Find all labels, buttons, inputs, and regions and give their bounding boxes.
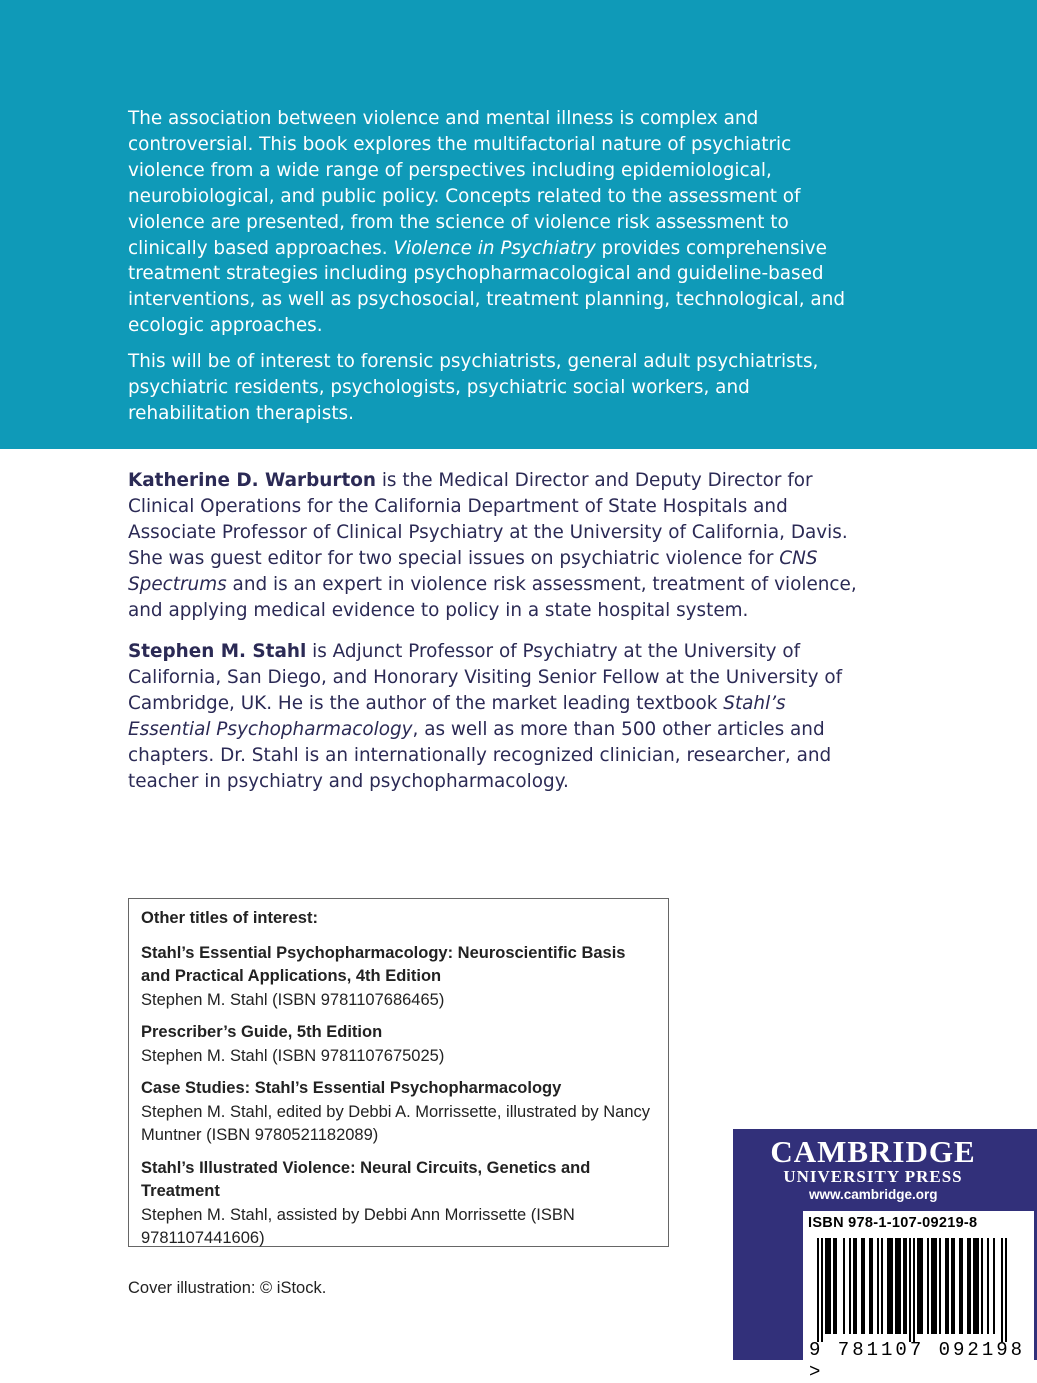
- barcode-bar: [835, 1238, 837, 1334]
- title-entry: Stahl’s Illustrated Violence: Neural Circuits, Genetics and Treatment Stephen M. Stahl, assisted by Debbi Ann Morrissette (ISBN 9781107441606): [141, 1158, 591, 1247]
- barcode-bar: [977, 1238, 979, 1334]
- barcode-bar: [947, 1238, 949, 1334]
- blurb-paragraph-1: The association between violence and mental illness is complex and controversial. This book explores the multifactorial nature of psychiatric violence from a wide range of perspectives including epidemiological, neurobiological, and public policy. Concepts related to the assessment of violence are presented, from the science of violence risk assessment to clinically based approaches. Violence in Psychiatry provides comprehensive treatment strategies including psychopharmacological and guideline-based interventions, as well as psychosocial, treatment planning, technological, and ecologic approaches.: [128, 108, 846, 337]
- barcode-bar: [939, 1238, 941, 1334]
- isbn-label: ISBN 978-1-107-09219-8: [808, 1215, 978, 1231]
- blurb-band: [0, 0, 1037, 449]
- barcode-bar: [993, 1238, 995, 1334]
- barcode-bar: [863, 1238, 865, 1334]
- barcode-bar: [969, 1238, 971, 1334]
- barcode-bar: [821, 1238, 823, 1342]
- barcode-bar: [881, 1238, 883, 1334]
- barcode-bar: [855, 1238, 857, 1334]
- barcode-bar: [877, 1238, 879, 1334]
- other-titles-header: Other titles of interest:: [141, 909, 318, 927]
- barcode-bar: [953, 1238, 955, 1334]
- barcode-bar: [909, 1238, 911, 1342]
- publisher-press: UNIVERSITY PRESS: [783, 1167, 963, 1186]
- publisher-url: www.cambridge.org: [809, 1187, 938, 1202]
- publisher-block: [733, 1129, 1037, 1383]
- barcode-bar: [829, 1238, 831, 1334]
- barcode-bar: [987, 1238, 989, 1334]
- barcode-bar: [913, 1238, 915, 1342]
- barcode-bar: [1005, 1238, 1007, 1342]
- title-entry: Case Studies: Stahl’s Essential Psychopharmacology Stephen M. Stahl, edited by Debbi A. Morrissette, illustrated by Nancy Muntner (ISBN 9780521182089): [141, 1079, 651, 1144]
- barcode-bar: [927, 1238, 929, 1334]
- author-name: Katherine D. Warburton: [128, 470, 376, 491]
- title-entry: Stahl’s Essential Psychopharmacology: Neuroscientific Basis and Practical Applications, 4th Edition Stephen M. Stahl (ISBN 9781107686465): [141, 943, 626, 1009]
- barcode-bar: [935, 1238, 937, 1334]
- blurb-paragraph-2: This will be of interest to forensic psychiatrists, general adult psychiatrists, psychiatric residents, psychologists, psychiatric social workers, and rehabilitation therapists.: [128, 351, 819, 424]
- barcode-bar: [843, 1238, 845, 1334]
- author-name: Stephen M. Stahl: [128, 641, 307, 662]
- barcode-bar: [961, 1238, 963, 1334]
- barcode-bar: [849, 1238, 851, 1334]
- barcode-bar: [905, 1238, 907, 1334]
- cover-credit: Cover illustration: © iStock.: [128, 1279, 327, 1297]
- title-entry: Prescriber’s Guide, 5th Edition Stephen M. Stahl (ISBN 9781107675025): [141, 1023, 445, 1065]
- author-bio-stahl: Stephen M. Stahl is Adjunct Professor of Psychiatry at the University of California, San Diego, and Honorary Visiting Senior Fellow at the University of Cambridge, UK. He is the author of the market leading textbook Stahl’s Essential Psychopharmacology, as well as more than 500 other articles and chapters. Dr. Stahl is an internationally recognized clinician, researcher, and teacher in psychiatry and psychopharmacology.: [128, 641, 843, 792]
- publisher-name: CAMBRIDGE: [770, 1134, 976, 1169]
- barcode-bar: [981, 1238, 983, 1334]
- book-title: Violence in Psychiatry: [393, 237, 596, 259]
- barcode-bar: [871, 1238, 873, 1334]
- barcode-bar: [817, 1238, 819, 1342]
- blurb-text: [128, 106, 848, 437]
- barcode-digits: 9 781107 092198 >: [809, 1339, 1026, 1383]
- author-bio-warburton: Katherine D. Warburton is the Medical Director and Deputy Director for Clinical Operations for the California Department of State Hospitals and Associate Professor of Clinical Psychiatry at the University of California, Davis. She was guest editor for two special issues on psychiatric violence for CNS Spectrums and is an expert in violence risk assessment, treatment of violence, and applying medical evidence to policy in a state hospital system.: [128, 470, 857, 621]
- barcode-bar: [899, 1238, 901, 1334]
- barcode-bar: [1001, 1238, 1003, 1342]
- barcode-bar: [921, 1238, 923, 1334]
- barcode-bar: [891, 1238, 893, 1334]
- barcode-panel: [803, 1211, 1034, 1383]
- other-titles-box: [128, 898, 669, 1247]
